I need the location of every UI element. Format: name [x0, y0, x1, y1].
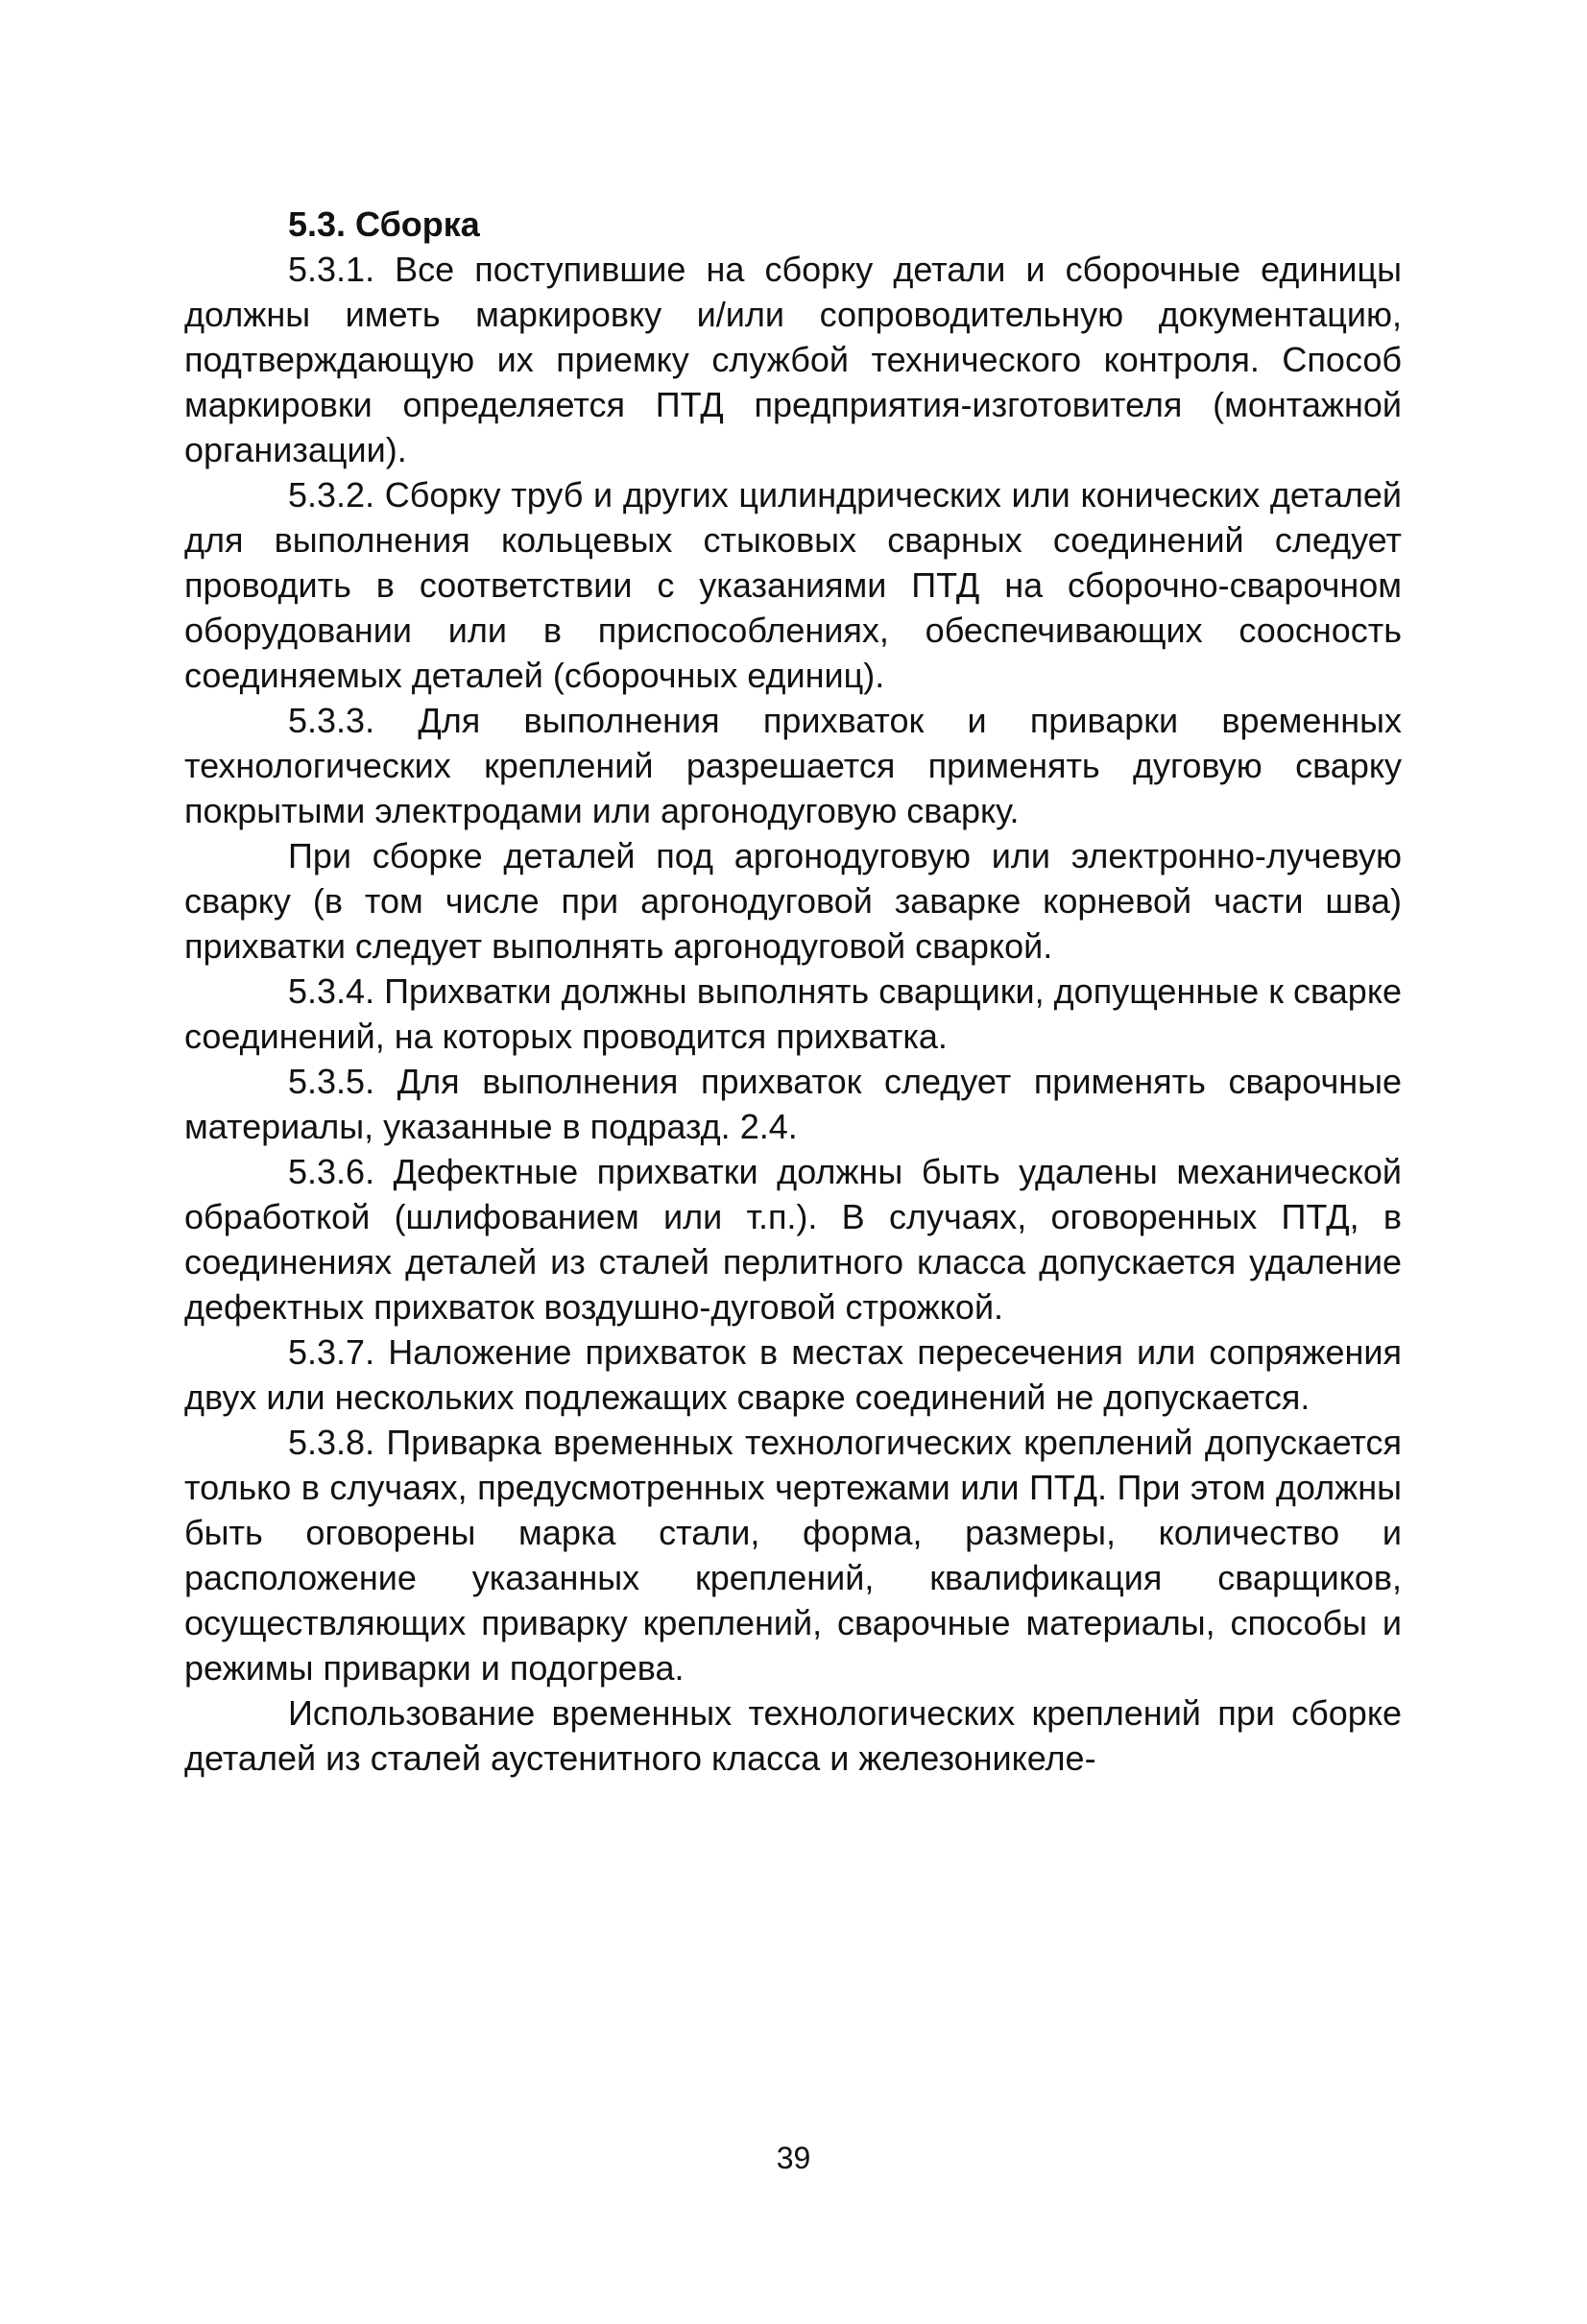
- paragraph-5-3-8-continued: Использование временных технологических креплений при сборке деталей из сталей аустенитного класса и железоникеле-: [184, 1693, 1402, 1778]
- paragraph-5-3-7: 5.3.7. Наложение прихваток в местах пересечения или сопряжения двух или нескольких подлежащих сварке соединений не допускается.: [184, 1332, 1402, 1417]
- paragraph-5-3-2: 5.3.2. Сборку труб и других цилиндрических или конических деталей для выполнения кольцевых стыковых сварных соединений следует проводить в соответствии с указаниями ПТД на сборочно-сварочном оборудовании или в приспособлениях, обеспечивающих соосность соединяемых деталей (сборочных единиц).: [184, 475, 1402, 695]
- page-number: 39: [776, 2141, 811, 2175]
- paragraph-5-3-1: 5.3.1. Все поступившие на сборку детали и сборочные единицы должны иметь маркировку и/или сопроводительную документацию, подтверждающую их приемку службой технического контроля. Способ маркировки определяется ПТД предприятия-изготовителя (монтажной организации).: [184, 250, 1402, 469]
- page-content: [184, 202, 1402, 1781]
- paragraph-5-3-8: 5.3.8. Приварка временных технологических креплений допускается только в случаях, предусмотренных чертежами или ПТД. При этом должны быть оговорены марка стали, форма, размеры, количество и расположение указанных креплений, квалификация сварщиков, осуществляющих приварку креплений, сварочные материалы, способы и режимы приварки и подогрева.: [184, 1423, 1402, 1688]
- paragraph-5-3-4: 5.3.4. Прихватки должны выполнять сварщики, допущенные к сварке соединений, на которых проводится прихватка.: [184, 971, 1402, 1056]
- paragraph-5-3-5: 5.3.5. Для выполнения прихваток следует применять сварочные материалы, указанные в подразд. 2.4.: [184, 1062, 1402, 1146]
- paragraph-5-3-6: 5.3.6. Дефектные прихватки должны быть удалены механической обработкой (шлифованием или т.п.). В случаях, оговоренных ПТД, в соединениях деталей из сталей перлитного класса допускается удаление дефектных прихваток воздушно-дуговой строжкой.: [184, 1152, 1402, 1327]
- paragraph-5-3-3-continued: При сборке деталей под аргонодуговую или электронно-лучевую сварку (в том числе при аргонодуговой заварке корневой части шва) прихватки следует выполнять аргонодуговой сваркой.: [184, 836, 1402, 966]
- section-heading: 5.3. Сборка: [288, 204, 480, 244]
- paragraph-5-3-3: 5.3.3. Для выполнения прихваток и приварки временных технологических креплений разрешается применять дуговую сварку покрытыми электродами или аргонодуговую сварку.: [184, 701, 1402, 830]
